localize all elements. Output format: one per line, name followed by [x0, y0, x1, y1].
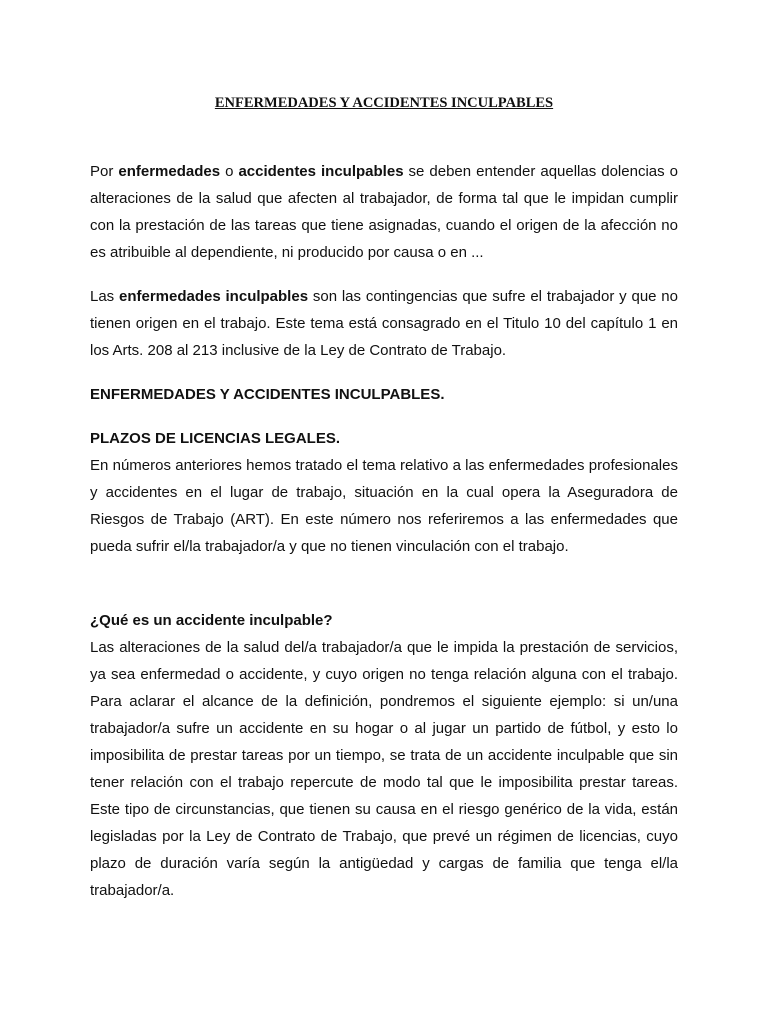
section-heading: ENFERMEDADES Y ACCIDENTES INCULPABLES.: [90, 386, 445, 403]
paragraph-text: Por: [90, 163, 119, 180]
paragraph-text: son las contingencias que sufre el trabajador y que no tienen origen en el trabajo. Este tema está consagrado en el Titulo 10 del capítulo 1 en los Arts. 208 al 213 inclusive de la Ley de Contrato de Trabajo.: [90, 288, 678, 359]
paragraph-text: Las: [90, 288, 119, 305]
section-subheading: PLAZOS DE LICENCIAS LEGALES.: [90, 430, 341, 447]
bold-term: enfermedades inculpables: [119, 288, 309, 305]
document-title: ENFERMEDADES Y ACCIDENTES INCULPABLES: [214, 95, 554, 111]
paragraph-text: se deben entender aquellas dolencias o alteraciones de la salud que afecten al trabajador, de forma tal que le impidan cumplir con la prestación de las tareas que tiene asignadas, cuando el origen de la afección no es atribuible al dependiente, ni producido por causa o en ...: [90, 163, 678, 261]
paragraph-text: o: [220, 163, 239, 180]
bold-term: enfermedades: [118, 163, 221, 180]
paragraph-answer: Las alteraciones de la salud del/a trabajador/a que le impida la prestación de servicios, ya sea enfermedad o accidente, y cuyo origen no tenga relación alguna con el trabajo. Para aclarar el alcance de la definición, pondremos el siguiente ejemplo: si un/una trabajador/a sufre un accidente en su hogar o al jugar un partido de fútbol, y esto lo imposibilita de prestar tareas por un tiempo, se trata de un accidente inculpable que sin tener relación con el trabajo repercute de modo tal que le imposibilita prestar tareas. Este tipo de circunstancias, que tienen su causa en el riesgo genérico de la vida, están legisladas por la Ley de Contrato de Trabajo, que prevé un régimen de licencias, cuyo plazo de duración varía según la antigüedad y cargas de familia que tenga el/la trabajador/a.: [90, 639, 678, 899]
bold-term: accidentes inculpables: [238, 163, 404, 180]
question-heading: ¿Qué es un accidente inculpable?: [90, 612, 333, 629]
paragraph-introduction: En números anteriores hemos tratado el tema relativo a las enfermedades profesionales y accidentes en el lugar de trabajo, situación en la cual opera la Aseguradora de Riesgos de Trabajo (ART). En este número nos referiremos a las enfermedades que pueda sufrir el/la trabajador/a y que no tienen vinculación con el trabajo.: [90, 457, 678, 555]
paragraph-legal-basis: [90, 283, 678, 364]
paragraph-definition: [90, 158, 678, 266]
